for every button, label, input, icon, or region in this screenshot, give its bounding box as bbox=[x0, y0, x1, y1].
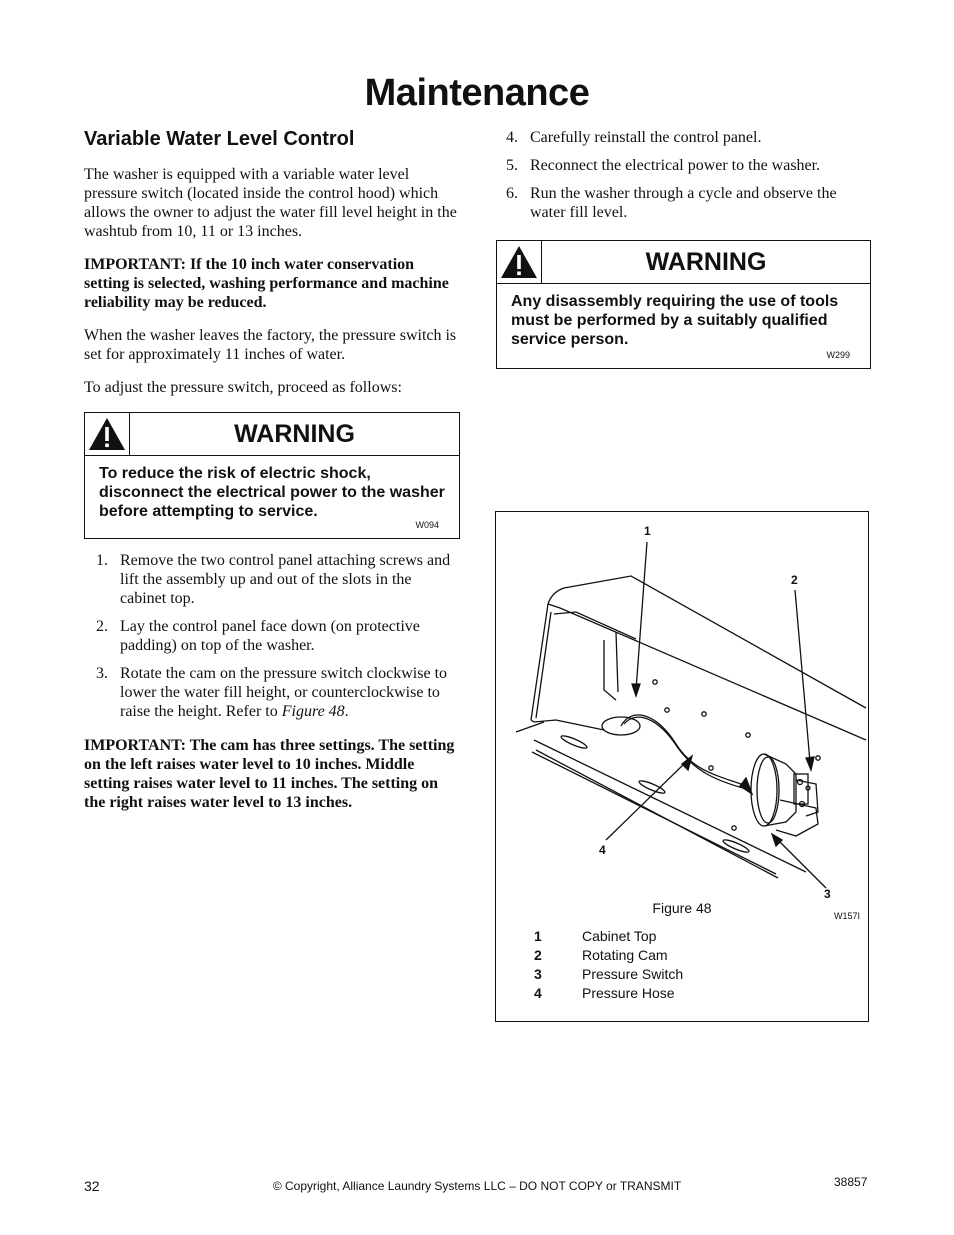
list-item: 3. Rotate the cam on the pressure switch clockwise to lower the water fill height, or counterclockwise to raise the height. Refer to Figure 48. bbox=[96, 665, 448, 720]
legend-row: 4 Pressure Hose bbox=[534, 985, 675, 1001]
warning-triangle-icon bbox=[497, 241, 542, 283]
adjust-paragraph: To adjust the pressure switch, proceed as follows: bbox=[84, 379, 402, 396]
callout-4: 4 bbox=[599, 843, 606, 857]
list-item: 4. Carefully reinstall the control panel. bbox=[506, 129, 762, 146]
figure-48-box bbox=[495, 511, 869, 1022]
list-item: 5. Reconnect the electrical power to the washer. bbox=[506, 157, 821, 174]
warning-text: Any disassembly requiring the use of tools must be performed by a suitably qualified service person. bbox=[511, 293, 839, 348]
figure-caption: Figure 48 bbox=[652, 900, 712, 916]
callout-3: 3 bbox=[824, 887, 831, 901]
important-note-1: IMPORTANT: If the 10 inch water conservation setting is selected, washing performance and machine reliability may be reduced. bbox=[84, 256, 449, 311]
factory-setting-paragraph: When the washer leaves the factory, the pressure switch is set for approximately 11 inches of water. bbox=[84, 327, 457, 363]
document-number: 38857 bbox=[834, 1175, 868, 1189]
warning-title: WARNING bbox=[234, 420, 355, 448]
section-title: Variable Water Level Control bbox=[84, 128, 355, 150]
steps-list-right bbox=[494, 128, 870, 222]
important-note-2: IMPORTANT: The cam has three settings. The setting on the left raises water level to 10 inches. Middle setting raises water level to 11 inches. The setting on the right raises water level to 13 inches. bbox=[84, 737, 455, 811]
warning-text: To reduce the risk of electric shock, disconnect the electrical power to the washer before attempting to service. bbox=[99, 465, 445, 520]
warning-box-shock bbox=[84, 412, 460, 539]
intro-paragraph: The washer is equipped with a variable water level pressure switch (located inside the control hood) which allows the owner to adjust the water fill level height in the washtub from 10, 11 or 13 inches. bbox=[84, 166, 457, 240]
page-title: Maintenance bbox=[364, 72, 590, 114]
steps-list-left bbox=[84, 551, 460, 721]
warning-title: WARNING bbox=[645, 248, 767, 276]
figure-code: W157I bbox=[833, 911, 860, 921]
warning-triangle-icon bbox=[85, 413, 130, 455]
list-item: 6. Run the washer through a cycle and observe the water fill level. bbox=[506, 185, 837, 221]
callout-2: 2 bbox=[791, 573, 798, 587]
list-item: 1. Remove the two control panel attaching screws and lift the assembly up and out of the slots in the cabinet top. bbox=[96, 552, 451, 607]
left-column bbox=[84, 128, 460, 826]
legend-row: 1 Cabinet Top bbox=[534, 928, 657, 944]
warning-box-service bbox=[496, 240, 871, 369]
callout-1: 1 bbox=[644, 524, 651, 538]
figure-legend bbox=[534, 928, 683, 1004]
warning-code: W094 bbox=[415, 520, 439, 530]
figure-reference: Figure 48 bbox=[281, 703, 345, 720]
legend-row: 3 Pressure Switch bbox=[534, 966, 684, 982]
right-column bbox=[496, 128, 870, 231]
page-number: 32 bbox=[84, 1178, 100, 1194]
legend-row: 2 Rotating Cam bbox=[534, 947, 668, 963]
warning-code: W299 bbox=[826, 350, 850, 360]
list-item: 2. Lay the control panel face down (on protective padding) on top of the washer. bbox=[96, 618, 420, 654]
pressure-switch-illustration bbox=[496, 512, 868, 922]
copyright-notice: © Copyright, Alliance Laundry Systems LLC – DO NOT COPY or TRANSMIT bbox=[272, 1179, 682, 1193]
